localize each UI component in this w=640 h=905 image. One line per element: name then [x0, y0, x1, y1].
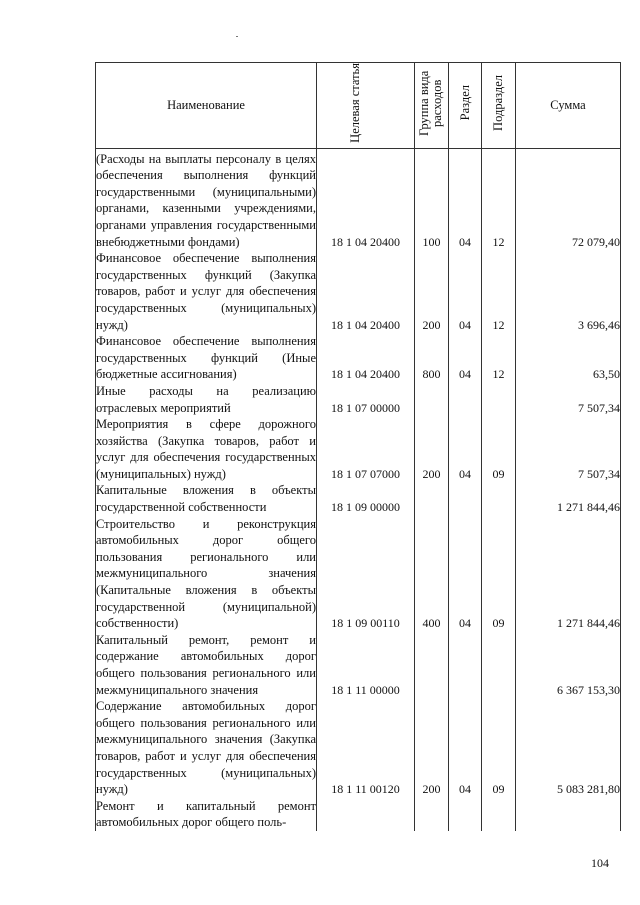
- row-sum: 6 367 153,30: [516, 632, 621, 698]
- header-sum-label: Сумма: [550, 98, 586, 112]
- header-target-article-label: Целевая статья: [347, 63, 362, 143]
- header-expense-group: [415, 63, 449, 149]
- row-target-article: 18 1 04 20400: [317, 333, 415, 383]
- row-expense-group: [415, 632, 449, 698]
- row-name: Капитальные вложения в объекты государственной собственности: [96, 483, 316, 515]
- row-target-article: 18 1 11 00120: [317, 698, 415, 798]
- row-section: 04: [449, 333, 482, 383]
- row-subsection: 09: [482, 416, 516, 482]
- row-subsection: 09: [482, 516, 516, 632]
- table-header-row: [96, 63, 621, 149]
- row-expense-group: 100: [415, 148, 449, 250]
- row-subsection: 09: [482, 698, 516, 798]
- row-sum: 7 507,34: [516, 383, 621, 416]
- table-row: [96, 482, 621, 515]
- row-name: Мероприятия в сфере дорожного хозяйства (Закупка товаров, работ и услуг для обеспечения государственных (муниципальных) нужд): [96, 417, 316, 481]
- row-subsection: [482, 632, 516, 698]
- row-subsection: 12: [482, 333, 516, 383]
- page-number: 104: [591, 856, 609, 870]
- row-name: (Расходы на выплаты персоналу в целях обеспечения выполнения функций государственными (муниципальными) органами, казенными учреждениями, органами управления государственными внебюджетными фондами): [96, 148, 317, 250]
- row-subsection: 12: [482, 250, 516, 333]
- row-expense-group: 800: [415, 333, 449, 383]
- row-expense-group: [415, 798, 449, 831]
- header-name: [96, 63, 317, 149]
- row-section: [449, 482, 482, 515]
- row-target-article: 18 1 09 00000: [317, 482, 415, 515]
- row-sum: 72 079,40: [516, 148, 621, 250]
- row-section: 04: [449, 516, 482, 632]
- row-name: Ремонт и капитальный ремонт автомобильных дорог общего поль-: [96, 798, 316, 830]
- row-name: Содержание автомобильных дорог общего пользования регионального или межмуниципального значения (Закупка товаров, работ и услуг для обеспечения государственных (муниципальных) нужд): [96, 699, 316, 797]
- header-subsection-label: Подраздел: [491, 75, 505, 131]
- row-expense-group: 200: [415, 698, 449, 798]
- row-sum: 3 696,46: [516, 250, 621, 333]
- header-expense-group-label: Группа вида расходов: [416, 70, 444, 136]
- row-target-article: 18 1 11 00000: [317, 632, 415, 698]
- row-name: Финансовое обеспечение выполнения государственных функций (Иные бюджетные ассигнования): [96, 334, 316, 382]
- row-target-article: [317, 798, 415, 831]
- table-row: [96, 383, 621, 416]
- table-row: [96, 632, 621, 698]
- header-section: [449, 63, 482, 149]
- header-target-article: [317, 63, 415, 149]
- row-target-article: 18 1 07 00000: [317, 383, 415, 416]
- row-subsection: [482, 798, 516, 831]
- row-name: Капитальный ремонт, ремонт и содержание автомобильных дорог общего пользования регионального или межмуниципального значения: [96, 632, 316, 697]
- row-sum: 1 271 844,46: [516, 482, 621, 515]
- table-row: [96, 250, 621, 333]
- header-name-label: Наименование: [167, 98, 245, 112]
- row-expense-group: [415, 383, 449, 416]
- row-section: 04: [449, 148, 482, 250]
- row-sum: 5 083 281,80: [516, 698, 621, 798]
- row-name: Строительство и реконструкция автомобильных дорог общего пользования регионального или межмуниципального значения (Капитальные вложения в объекты государственной (муниципальной) собственности): [96, 516, 316, 631]
- header-subsection: [482, 63, 516, 149]
- row-sum: 1 271 844,46: [516, 516, 621, 632]
- header-sum: [516, 63, 621, 149]
- row-name: Финансовое обеспечение выполнения государственных функций (Закупка товаров, работ и услуг для обеспечения государственных (муниципальных) нужд): [96, 251, 316, 332]
- row-sum: 7 507,34: [516, 416, 621, 482]
- row-section: 04: [449, 416, 482, 482]
- row-subsection: 12: [482, 148, 516, 250]
- row-subsection: [482, 383, 516, 416]
- row-target-article: 18 1 04 20400: [317, 250, 415, 333]
- row-section: [449, 632, 482, 698]
- row-section: 04: [449, 250, 482, 333]
- header-section-label: Раздел: [457, 85, 472, 121]
- row-expense-group: [415, 482, 449, 515]
- budget-table-container: [95, 62, 620, 844]
- row-subsection: [482, 482, 516, 515]
- row-section: [449, 383, 482, 416]
- row-target-article: 18 1 09 00110: [317, 516, 415, 632]
- scan-mark: [236, 36, 238, 37]
- table-row: [96, 148, 621, 250]
- row-expense-group: 400: [415, 516, 449, 632]
- row-name: Иные расходы на реализацию отраслевых мероприятий: [96, 383, 316, 415]
- row-sum: [516, 798, 621, 831]
- row-target-article: 18 1 04 20400: [317, 148, 415, 250]
- table-row: [96, 416, 621, 482]
- row-sum: 63,50: [516, 333, 621, 383]
- row-section: 04: [449, 698, 482, 798]
- table-row: [96, 516, 621, 632]
- table-row: [96, 333, 621, 383]
- row-expense-group: 200: [415, 416, 449, 482]
- row-target-article: 18 1 07 07000: [317, 416, 415, 482]
- budget-table: [95, 62, 621, 831]
- row-expense-group: 200: [415, 250, 449, 333]
- table-row: [96, 798, 621, 831]
- table-row: [96, 698, 621, 798]
- row-section: [449, 798, 482, 831]
